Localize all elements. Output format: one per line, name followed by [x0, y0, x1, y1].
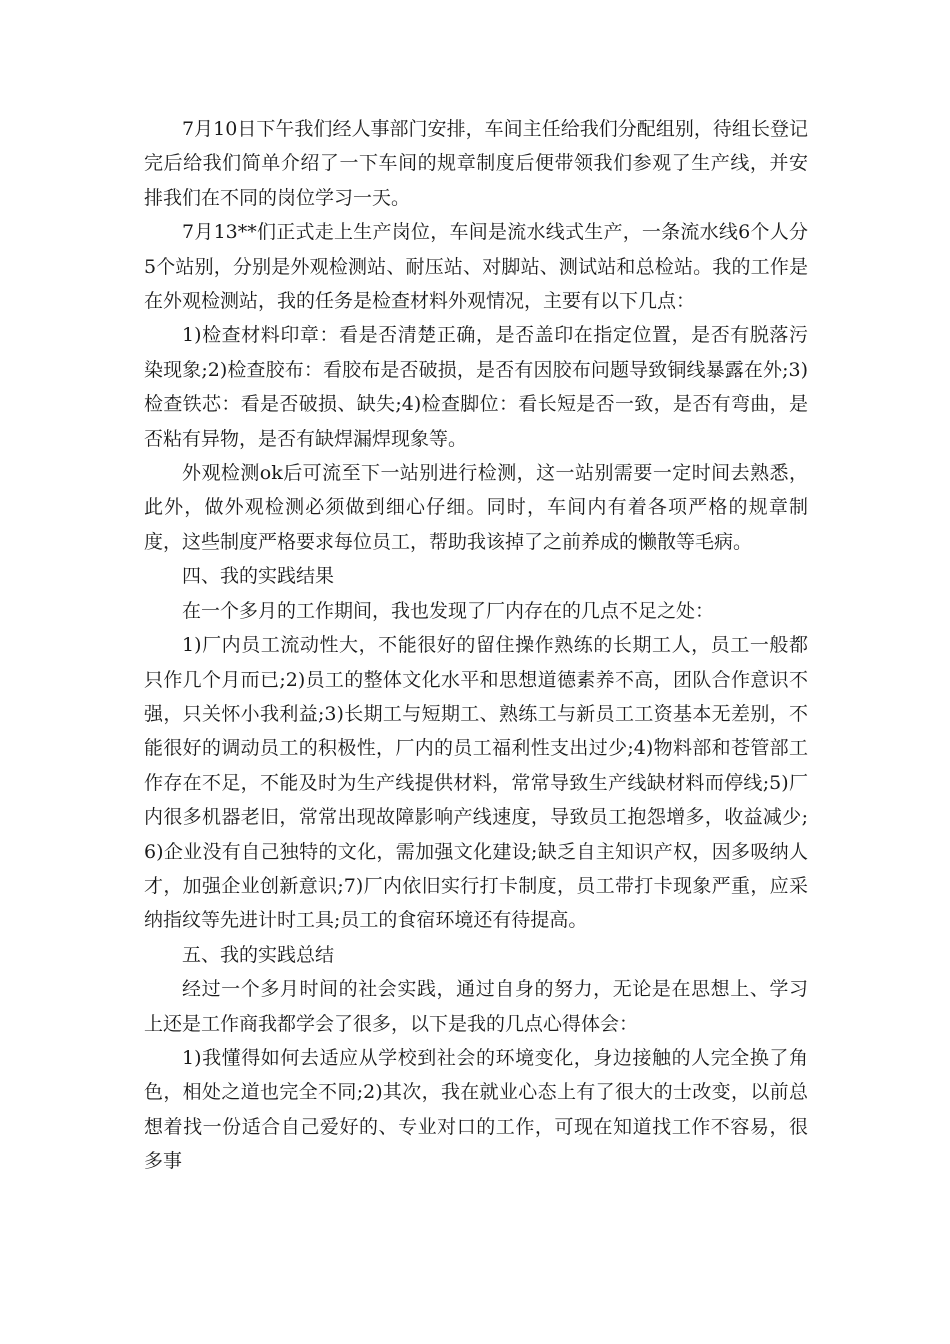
- paragraph-production-post: 7月13**们正式走上生产岗位，车间是流水线式生产，一条流水线6个人分5个站别，分别是外观检测站、耐压站、对脚站、测试站和总检站。我的工作是在外观检测站，我的任务是检查材料外观情况，主要有以下几点：: [144, 221, 808, 313]
- section-heading-results: 四、我的实践结果: [182, 565, 335, 588]
- paragraph-inspection-points: 1)检查材料印章：看是否清楚正确，是否盖印在指定位置，是否有脱落污染现象;2)检查胶布：看胶布是否破损，是否有因胶布问题导致铜线暴露在外;3)检查铁芯：看是否破损、缺失;4)检查脚位：看长短是否一致，是否有弯曲，是否粘有异物，是否有缺焊漏焊现象等。: [144, 324, 808, 450]
- paragraph-results-list: 1)厂内员工流动性大，不能很好的留住操作熟练的长期工人，员工一般都只作几个月而已;2)员工的整体文化水平和思想道德素养不高，团队合作意识不强，只关怀小我利益;3)长期工与短期工、熟练工与新员工工资基本无差别，不能很好的调动员工的积极性，厂内的员工福利性支出过少;4)物料部和苍管部工作存在不足，不能及时为生产线提供材料，常常导致生产线缺材料而停线;5)厂内很多机器老旧，常常出现故障影响产线速度，导致员工抱怨增多，收益减少;6)企业没有自己独特的文化，需加强文化建设;缺乏自主知识产权，因多吸纳人才，加强企业创新意识;7)厂内依旧实行打卡制度，员工带打卡现象严重，应采纳指纹等先进计时工具;员工的食宿环境还有待提高。: [144, 634, 808, 932]
- paragraph-summary-list: 1)我懂得如何去适应从学校到社会的环境变化，身边接触的人完全换了角色，相处之道也完全不同;2)其次，我在就业心态上有了很大的士改变，以前总想着找一份适合自己爱好的、专业对口的工作，可现在知道找工作不容易，很多事: [144, 1046, 808, 1173]
- document-body: [144, 112, 808, 1179]
- paragraph-results-intro: 在一个多月的工作期间，我也发现了厂内存在的几点不足之处：: [182, 599, 715, 622]
- paragraph-inspection-followup: 外观检测ok后可流至下一站别进行检测，这一站别需要一定时间去熟悉，此外，做外观检测必须做到细心仔细。同时，车间内有着各项严格的规章制度，这些制度严格要求每位员工，帮助我该掉了之前养成的懒散等毛病。: [144, 462, 808, 553]
- paragraph-summary-intro: 经过一个多月时间的社会实践，通过自身的努力，无论是在思想上、学习上还是工作商我都学会了很多，以下是我的几点心得体会：: [144, 978, 808, 1035]
- section-heading-summary: 五、我的实践总结: [182, 943, 335, 966]
- paragraph-workshop-arrival: 7月10日下午我们经人事部门安排，车间主任给我们分配组别，待组长登记完后给我们简单介绍了一下车间的规章制度后便带领我们参观了生产线，并安排我们在不同的岗位学习一天。: [144, 118, 808, 209]
